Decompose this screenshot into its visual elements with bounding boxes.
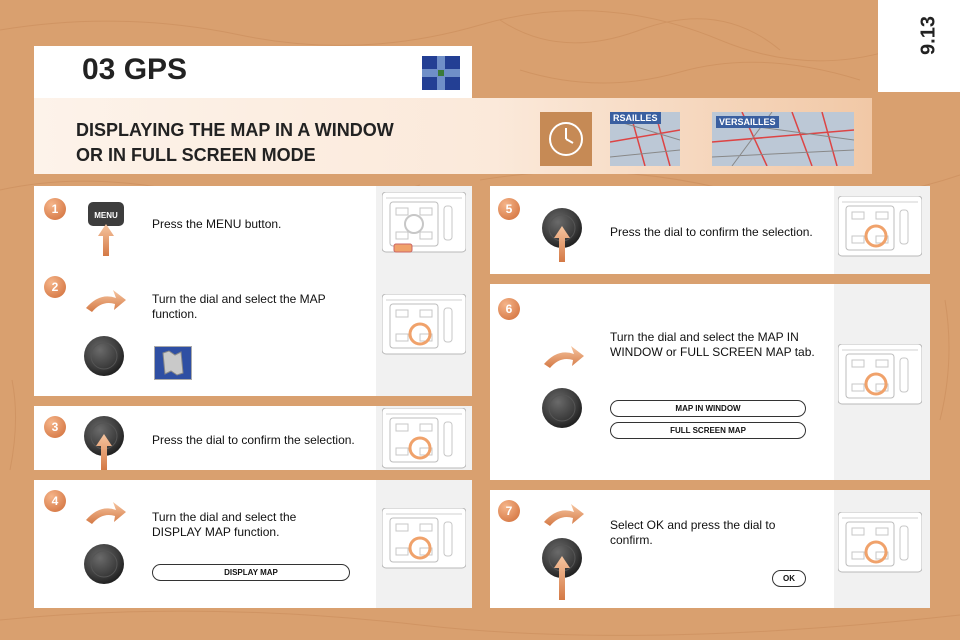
step-2-panel bbox=[34, 264, 472, 396]
step-7-badge: 7 bbox=[498, 500, 520, 522]
turn-press-dial-icon bbox=[538, 500, 588, 604]
map-window-thumbnail bbox=[610, 112, 680, 166]
step-5-text: Press the dial to confirm the selection. bbox=[610, 225, 813, 239]
step-2-console-image bbox=[382, 294, 466, 360]
full-screen-map-option[interactable]: FULL SCREEN MAP bbox=[610, 422, 806, 439]
map-full-label: VERSAILLES bbox=[716, 116, 779, 128]
step-2-text bbox=[152, 292, 326, 322]
step-4-text-line2: DISPLAY MAP function. bbox=[152, 525, 280, 539]
step-1-badge: 1 bbox=[44, 198, 66, 220]
step-7-panel bbox=[490, 490, 930, 608]
step-1-panel bbox=[34, 186, 472, 264]
map-in-window-option[interactable]: MAP IN WINDOW bbox=[610, 400, 806, 417]
press-dial-icon bbox=[80, 410, 130, 472]
step-6-text-line2: WINDOW or FULL SCREEN MAP tab. bbox=[610, 345, 815, 359]
step-1-text: Press the MENU button. bbox=[152, 217, 282, 231]
display-map-option[interactable]: DISPLAY MAP bbox=[152, 564, 350, 581]
menu-button-icon bbox=[84, 200, 128, 258]
map-window-label: RSAILLES bbox=[610, 112, 661, 124]
step-6-text-line1: Turn the dial and select the MAP IN bbox=[610, 330, 799, 344]
step-3-panel bbox=[34, 406, 472, 470]
clock-icon bbox=[540, 112, 592, 166]
chapter-title: 03 GPS bbox=[82, 53, 188, 86]
turn-dial-icon bbox=[80, 286, 130, 376]
press-dial-icon bbox=[538, 200, 588, 266]
step-6-panel bbox=[490, 284, 930, 480]
step-6-badge: 6 bbox=[498, 298, 520, 320]
step-3-console-image bbox=[382, 408, 466, 470]
turn-dial-icon bbox=[538, 342, 588, 432]
step-4-badge: 4 bbox=[44, 490, 66, 512]
page-number: 9.13 bbox=[917, 16, 940, 55]
step-5-panel bbox=[490, 186, 930, 274]
menu-button-label: MENU bbox=[94, 211, 118, 220]
gps-crossroad-icon bbox=[422, 56, 460, 90]
step-1-console-image bbox=[382, 192, 466, 258]
section-heading-line2: OR IN FULL SCREEN MODE bbox=[76, 145, 316, 165]
chapter-header bbox=[34, 46, 472, 98]
step-7-text bbox=[610, 518, 775, 548]
step-7-text-line1: Select OK and press the dial to bbox=[610, 518, 776, 532]
step-5-console-image bbox=[838, 196, 922, 262]
step-6-text bbox=[610, 330, 815, 360]
map-function-icon bbox=[154, 346, 192, 380]
section-heading bbox=[76, 118, 476, 168]
step-7-console-image bbox=[838, 512, 922, 578]
turn-dial-icon bbox=[80, 498, 130, 588]
step-4-text bbox=[152, 510, 296, 540]
step-3-badge: 3 bbox=[44, 416, 66, 438]
step-3-text: Press the dial to confirm the selection. bbox=[152, 433, 355, 447]
step-4-panel bbox=[34, 480, 472, 608]
step-5-badge: 5 bbox=[498, 198, 520, 220]
step-4-text-line1: Turn the dial and select the bbox=[152, 510, 297, 524]
map-full-thumbnail bbox=[712, 112, 854, 166]
step-2-badge: 2 bbox=[44, 276, 66, 298]
step-2-text-line2: function. bbox=[152, 307, 198, 321]
step-7-text-line2: confirm. bbox=[610, 533, 653, 547]
section-header bbox=[34, 98, 872, 174]
step-6-console-image bbox=[838, 344, 922, 410]
ok-option[interactable]: OK bbox=[772, 570, 806, 587]
step-4-console-image bbox=[382, 508, 466, 574]
step-2-text-line1: Turn the dial and select the MAP bbox=[152, 292, 326, 306]
section-heading-line1: DISPLAYING THE MAP IN A WINDOW bbox=[76, 120, 394, 140]
